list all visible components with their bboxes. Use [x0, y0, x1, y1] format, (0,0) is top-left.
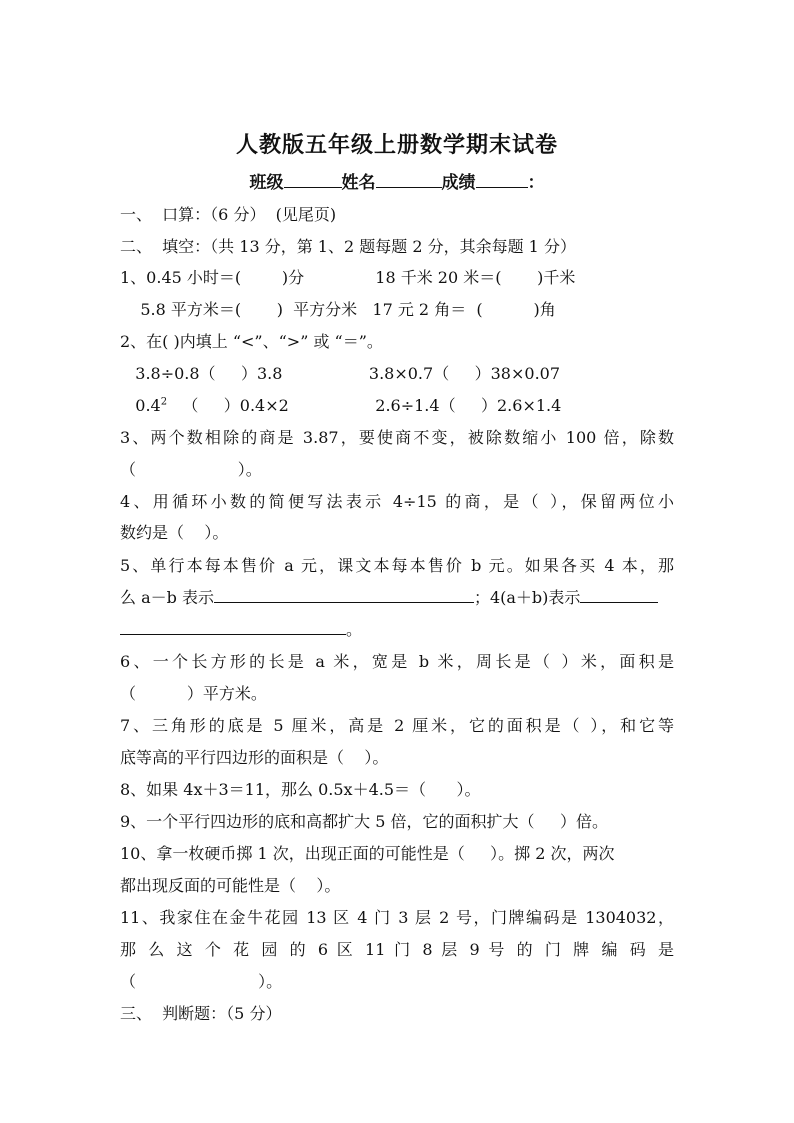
- section-3-heading: 三、 判断题：（5 分）: [120, 1004, 282, 1023]
- score-label: 成绩: [441, 173, 476, 193]
- question-9: 9、一个平行四边形的底和高都扩大 5 倍，它的面积扩大（ ）倍。: [120, 812, 608, 831]
- question-2-instruction: 2、在( )内填上 “<”、“>” 或 “＝”。: [120, 332, 383, 351]
- question-4-line-2: 数约是（ ）。: [120, 523, 229, 542]
- section-1-heading: 一、 口算：（6 分） (见尾页): [120, 205, 337, 224]
- exam-title: 人教版五年级上册数学期末试卷: [235, 132, 558, 158]
- student-info-line: [0, 168, 794, 193]
- question-3-line-2: （ ）。: [120, 460, 262, 479]
- power-exponent: 2: [160, 396, 168, 408]
- section-2-heading: 二、 填空：（共 13 分，第 1、2 题每题 2 分，其余每题 1 分）: [120, 237, 576, 256]
- score-colon: ：: [527, 173, 545, 193]
- question-5-line-2: [120, 586, 680, 610]
- question-11-line-1: 11、我家住在金牛花园 13 区 4 门 3 层 2 号，门牌编码是 1304032，: [120, 908, 674, 927]
- question-5-line-3: [120, 618, 680, 642]
- question-1-line-1: 1、0.45 小时＝( )分 18 千米 20 米＝( )千米: [120, 268, 576, 287]
- q5-part-a-label: 么 a－b 表示: [120, 588, 214, 607]
- question-3-line-1: 3、两个数相除的商是 3.87，要使商不变，被除数缩小 100 倍，除数: [120, 428, 674, 447]
- question-1-line-2: 5.8 平方米＝( ) 平方分米 17 元 2 角＝ ( )角: [120, 300, 556, 319]
- question-4-line-1: 4、用循环小数的简便写法表示 4÷15 的商，是（ ），保留两位小: [120, 492, 674, 511]
- question-6-line-2: （ ）平方米。: [120, 684, 267, 703]
- question-7-line-2: 底等高的平行四边形的面积是（ ）。: [120, 748, 389, 767]
- q5-blank-2-end: [120, 618, 346, 635]
- question-2-row-2: [120, 394, 680, 418]
- question-2-row-1: 3.8÷0.8（ ）3.8 3.8×0.7（ ）38×0.07: [120, 364, 561, 383]
- name-label: 姓名: [341, 173, 376, 193]
- question-10-line-2: 都出现反面的可能性是（ ）。: [120, 876, 341, 895]
- power-base: 0.4: [135, 396, 161, 415]
- question-11-line-2: 那 么 这 个 花 园 的 6 区 11 门 8 层 9 号 的 门 牌 编 码 是: [120, 940, 674, 959]
- q5-part-b-label: ；4(a＋b)表示: [473, 588, 581, 607]
- question-2-row-2-rest: （ ）0.4×2 2.6÷1.4（ ）2.6×1.4: [167, 396, 562, 415]
- q5-period: 。: [346, 620, 363, 639]
- q5-blank-2-start: [580, 586, 658, 603]
- question-10-line-1: 10、拿一枚硬币掷 1 次，出现正面的可能性是（ ）。掷 2 次，两次: [120, 844, 615, 863]
- question-7-line-1: 7、三角形的底是 5 厘米，高是 2 厘米，它的面积是（ ），和它等: [120, 716, 674, 735]
- class-blank: [284, 171, 342, 188]
- question-8: 8、如果 4x＋3＝11，那么 0.5x＋4.5＝（ ）。: [120, 780, 481, 799]
- question-5-line-1: 5、单行本每本售价 a 元，课文本每本售价 b 元。如果各买 4 本，那: [120, 556, 674, 575]
- score-blank: [476, 171, 528, 188]
- question-11-line-3: （ ）。: [120, 972, 283, 991]
- class-label: 班级: [249, 173, 284, 193]
- q5-blank-1: [214, 586, 474, 603]
- question-6-line-1: 6、一个长方形的长是 a 米，宽是 b 米，周长是（ ）米，面积是: [120, 652, 674, 671]
- name-blank: [376, 171, 442, 188]
